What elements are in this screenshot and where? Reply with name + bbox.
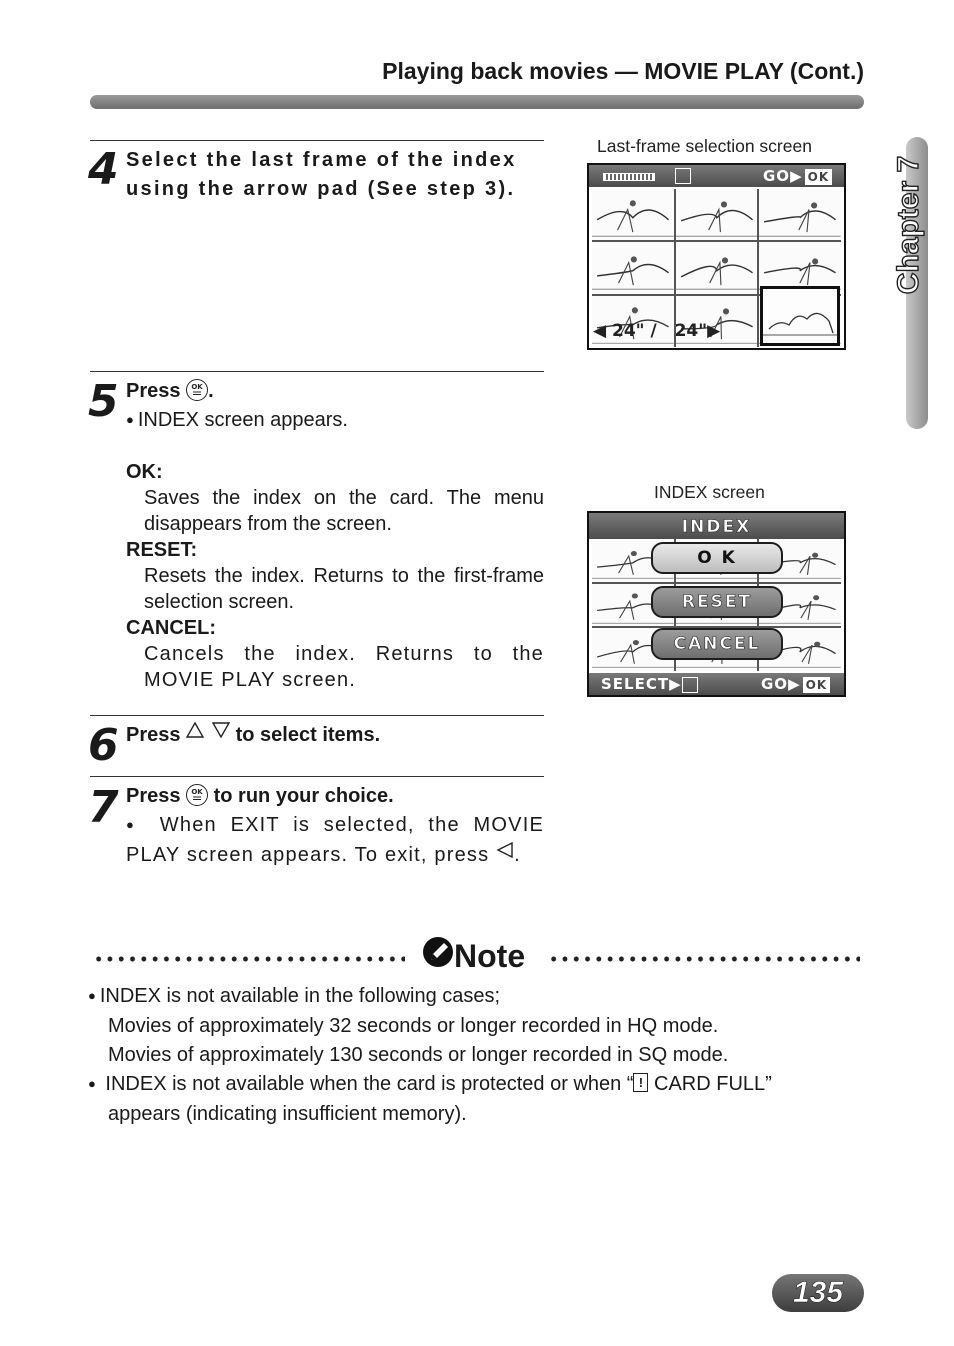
index-caption: INDEX screen (654, 482, 765, 502)
note-pencil-icon (422, 936, 454, 976)
svg-text:OK: OK (191, 787, 203, 796)
frame-thumbnail (592, 242, 674, 293)
index-title: INDEX (681, 517, 752, 537)
up-down-selector-icon (675, 168, 691, 184)
step-4-number: 4 (88, 144, 119, 195)
left-arrow-icon (496, 839, 514, 868)
note-item-2: ● INDEX is not available when the card is protected or when “ ! CARD FULL” (88, 1070, 870, 1100)
step-4-title: Select the last frame of the index using the arrow pad (See step 3). (126, 149, 517, 200)
step-5-press: Press (126, 380, 181, 402)
progress-bar-icon (603, 173, 655, 181)
step-6-title: Press to select items. (126, 721, 544, 750)
index-bottom-bar (589, 673, 844, 695)
option-cancel-desc: Cancels the index. Returns to the MOVIE PLAY screen. (144, 643, 544, 691)
note-item-2-line-2: appears (indicating insufficient memory). (108, 1103, 467, 1125)
step-5-number: 5 (88, 376, 119, 427)
chapter-label: Chapter 7 (892, 155, 925, 295)
page-number: 135 (772, 1274, 864, 1312)
index-go-hint: GO▶ OK (761, 675, 830, 693)
frame-thumbnail (592, 189, 674, 240)
last-frame-top-bar (589, 165, 844, 187)
step-5-bullet: ● INDEX screen appears. (126, 406, 544, 436)
step-7-bullet: ● When EXIT is selected, the MOVIE PLAY screen appears. To exit, press . (126, 811, 544, 870)
last-frame-times: ◀ 24" / 24"▶ (593, 321, 721, 341)
menu-ok-button[interactable]: O K (651, 542, 783, 574)
option-ok-label: OK: (126, 461, 163, 483)
svg-text:OK: OK (191, 382, 203, 391)
note-dots-left (93, 956, 405, 962)
ok-button-icon (186, 379, 208, 401)
option-reset-label: RESET: (126, 539, 198, 561)
frame-thumbnail (676, 189, 758, 240)
index-select-hint: SELECT▶ (601, 675, 698, 693)
up-down-arrow-icon (186, 719, 230, 748)
header-bar (90, 95, 864, 109)
menu-cancel-button[interactable]: CANCEL (651, 628, 783, 660)
option-ok-desc: Saves the index on the card. The menu disappears from the screen. (144, 487, 544, 535)
frame-thumbnail (759, 189, 841, 240)
step-5-rule (90, 371, 544, 372)
last-frame-caption: Last-frame selection screen (597, 136, 812, 156)
warning-icon: ! (633, 1073, 648, 1092)
step-5-period: . (208, 380, 214, 402)
index-screen (587, 511, 846, 697)
selected-last-frame (760, 286, 840, 346)
step-6-rule (90, 715, 544, 716)
note-item-1-line-1: ● INDEX is not available in the following cases; (88, 982, 870, 1012)
note-item-1-line-2: Movies of approximately 32 seconds or longer recorded in HQ mode. (108, 1015, 719, 1037)
ok-button-icon (186, 784, 208, 806)
step-5-body (126, 377, 544, 693)
note-title: Note (422, 938, 525, 979)
frame-thumbnail (676, 242, 758, 293)
last-frame-screen (587, 163, 846, 350)
last-frame-go: GO▶ OK (763, 167, 832, 185)
index-title-bar (589, 513, 844, 539)
up-down-selector-icon (682, 677, 698, 693)
option-reset-desc: Resets the index. Returns to the first-frame selection screen. (144, 565, 544, 613)
step-7-body: Press OK to run your choice. ● When EXIT is selected, the MOVIE PLAY screen appears. To exit, press . (126, 782, 544, 870)
note-item-1-line-3: Movies of approximately 130 seconds or longer recorded in SQ mode. (108, 1044, 729, 1066)
note-body (90, 982, 870, 1129)
step-6-number: 6 (88, 720, 119, 771)
step-4-rule (90, 140, 544, 141)
option-cancel-label: CANCEL: (126, 617, 216, 639)
page-header-title: Playing back movies — MOVIE PLAY (Cont.) (382, 58, 864, 84)
menu-reset-button[interactable]: RESET (651, 586, 783, 618)
note-dots-right (548, 956, 860, 962)
step-7-rule (90, 776, 544, 777)
step-7-number: 7 (88, 782, 119, 833)
